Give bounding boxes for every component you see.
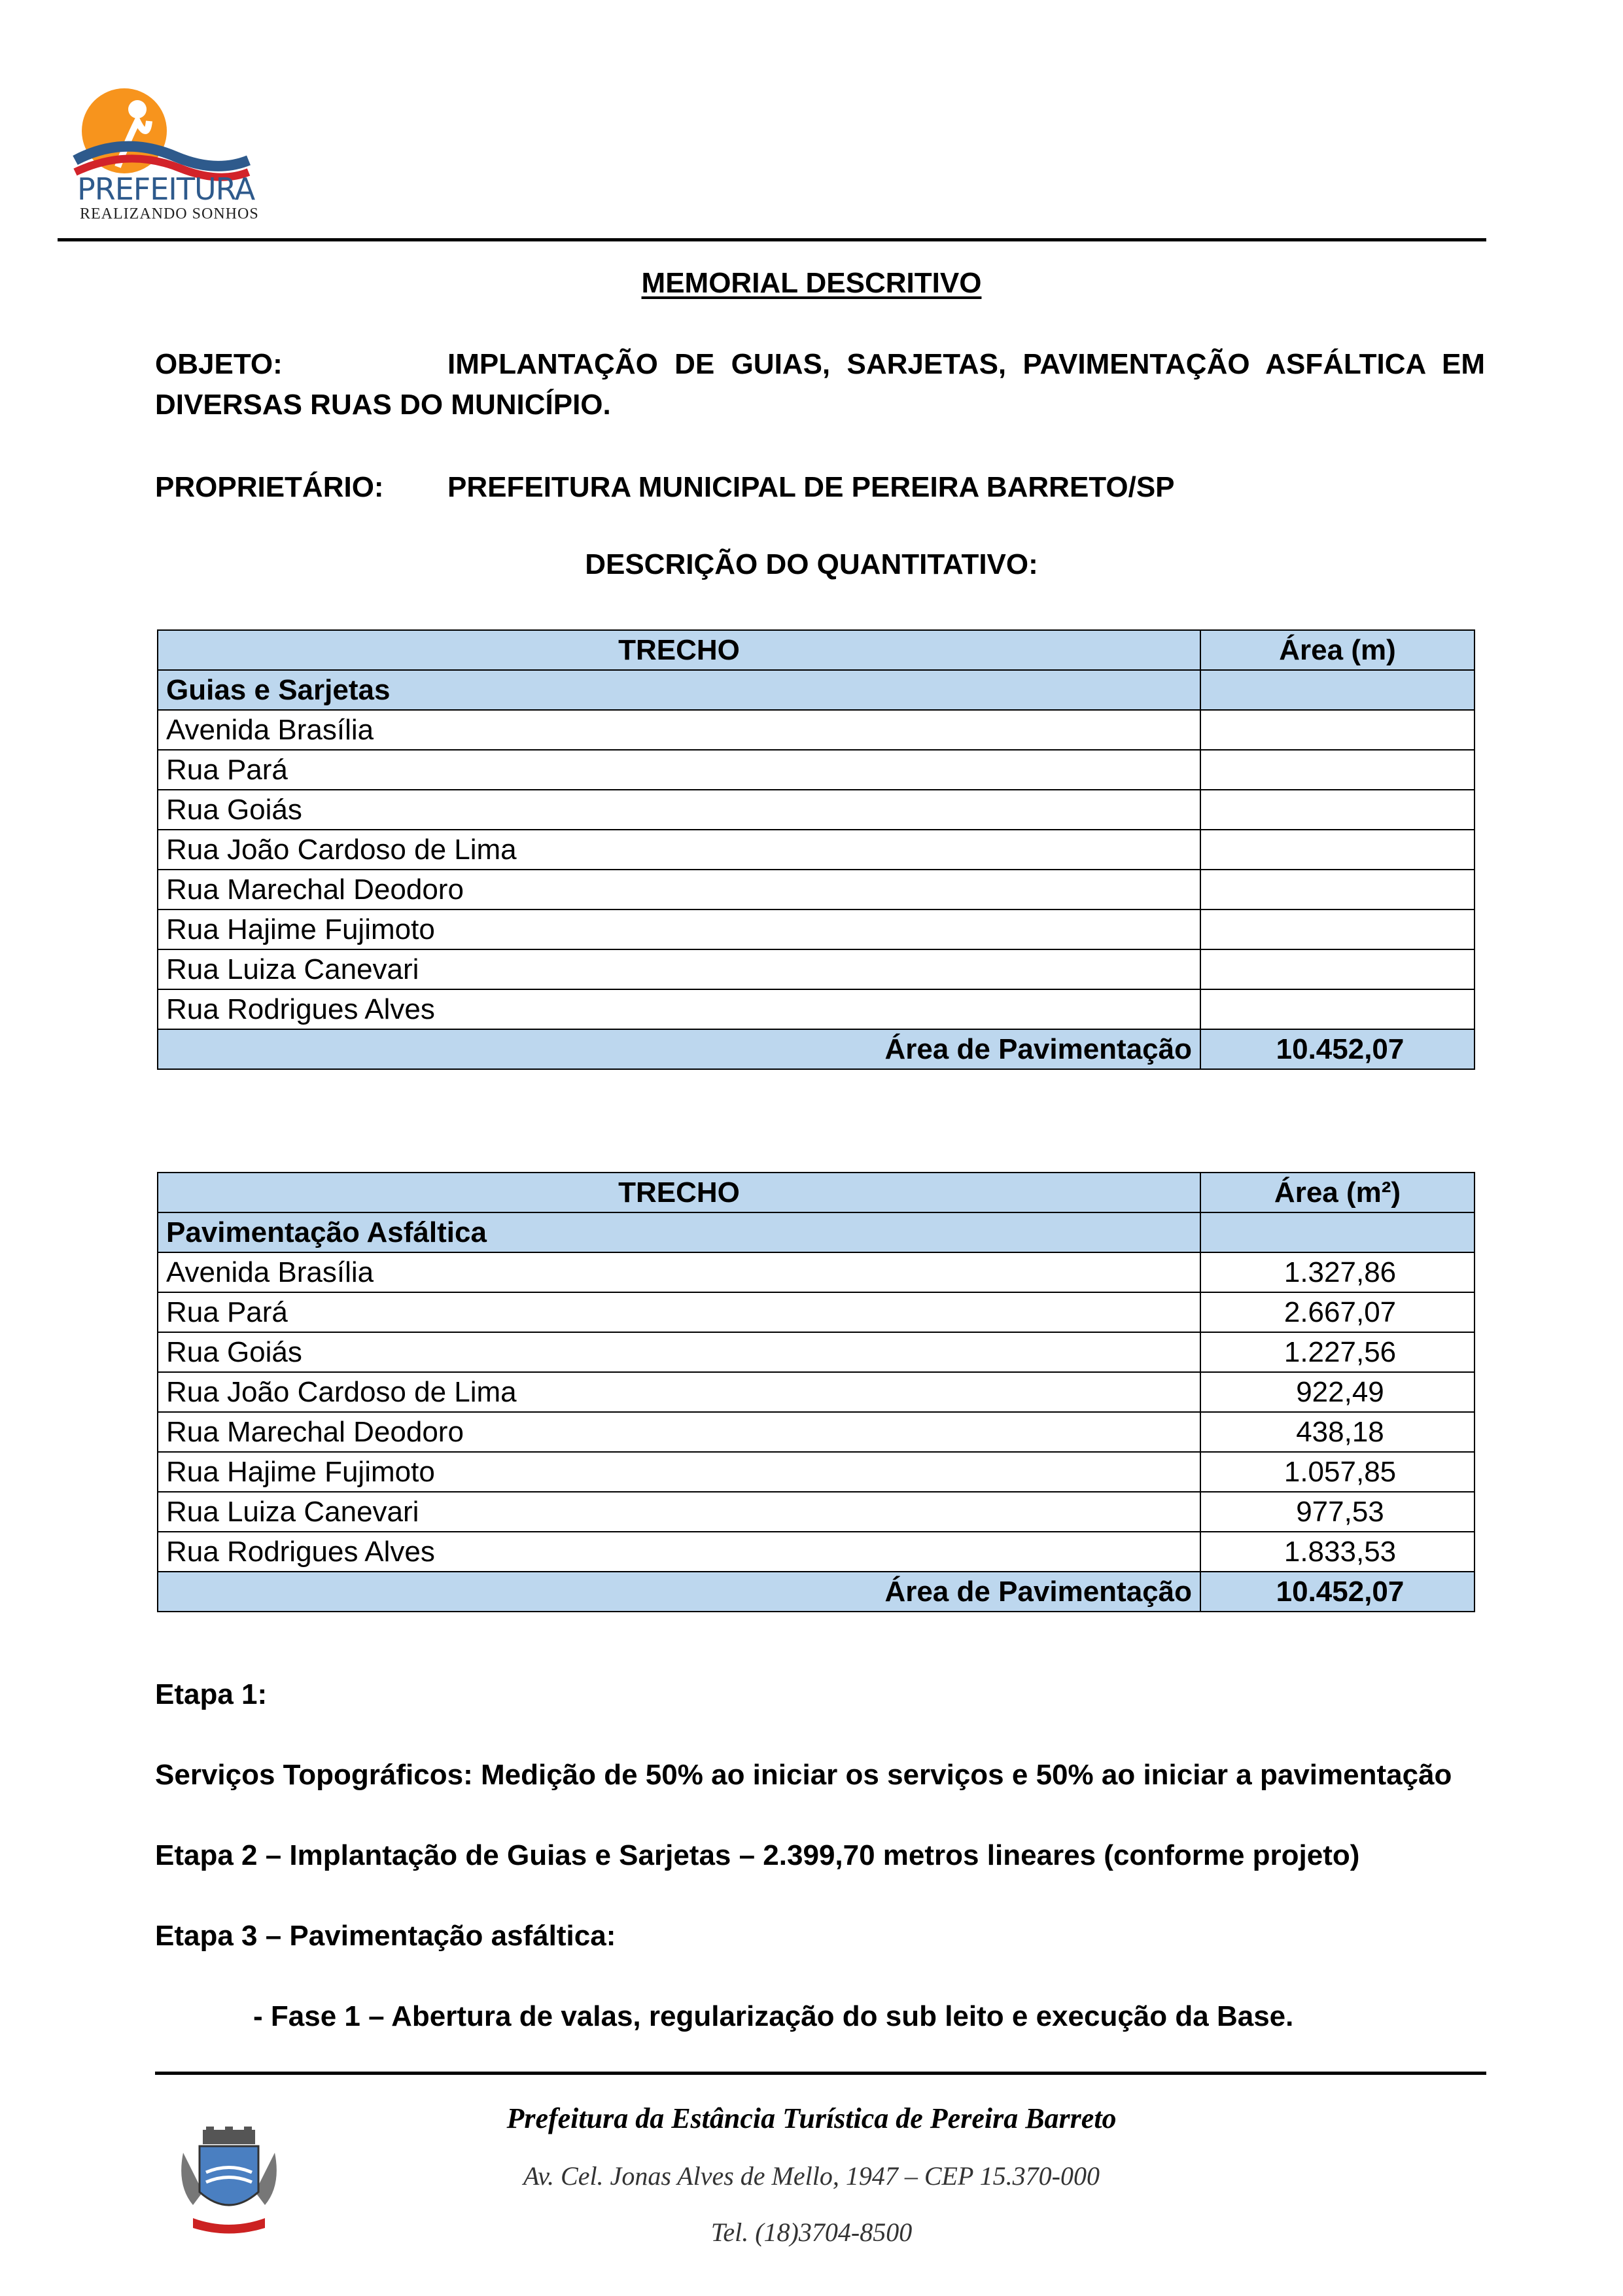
guias-sarjetas-table xyxy=(157,629,1475,1070)
total-value: 10.452,07 xyxy=(1200,1572,1475,1612)
table-row: Rua Pará 2.667,07 xyxy=(158,1292,1475,1332)
logo-subtext: REALIZANDO SONHOS xyxy=(80,205,259,222)
proprietario-value: PREFEITURA MUNICIPAL DE PEREIRA BARRETO/SP xyxy=(447,471,1175,503)
table-row: Rua Goiás 1.227,56 xyxy=(158,1332,1475,1372)
objeto-label: OBJETO: xyxy=(155,348,283,380)
proprietario-paragraph xyxy=(155,467,1485,508)
table-row: Rua Marechal Deodoro xyxy=(158,870,1475,910)
table-row: Rua Luiza Canevari 977,53 xyxy=(158,1492,1475,1532)
section-label: Pavimentação Asfáltica xyxy=(158,1212,1200,1252)
section-row xyxy=(158,1212,1475,1252)
table-row: Rua Rodrigues Alves xyxy=(158,989,1475,1029)
table-row: Rua Pará xyxy=(158,750,1475,790)
table-row: Rua João Cardoso de Lima xyxy=(158,830,1475,870)
total-row xyxy=(158,1029,1475,1069)
col-trecho: TRECHO xyxy=(158,1173,1200,1212)
proprietario-label: PROPRIETÁRIO: xyxy=(155,471,384,503)
table-row: Rua Luiza Canevari xyxy=(158,949,1475,989)
col-trecho: TRECHO xyxy=(158,630,1200,670)
objeto-value-line1: IMPLANTAÇÃO DE GUIAS, SARJETAS, PAVIMENTAÇÃO ASFÁLTICA EM xyxy=(447,348,1485,380)
section-row xyxy=(158,670,1475,710)
table-row: Rua Goiás xyxy=(158,790,1475,830)
col-area: Área (m) xyxy=(1200,630,1475,670)
etapa3-heading: Etapa 3 – Pavimentação asfáltica: xyxy=(155,1920,616,1952)
pavimentacao-table xyxy=(157,1172,1475,1612)
servicos-topograficos: Serviços Topográficos: Medição de 50% ao iniciar os serviços e 50% ao iniciar a pavimentação xyxy=(155,1759,1452,1791)
section-label: Guias e Sarjetas xyxy=(158,670,1200,710)
etapa2-text: Etapa 2 – Implantação de Guias e Sarjetas – 2.399,70 metros lineares (conforme projeto) xyxy=(155,1839,1360,1871)
document-title: MEMORIAL DESCRITIVO xyxy=(641,267,982,299)
table-row: Rua Hajime Fujimoto 1.057,85 xyxy=(158,1452,1475,1492)
total-label: Área de Pavimentação xyxy=(158,1029,1200,1069)
table-row: Rua Hajime Fujimoto xyxy=(158,910,1475,949)
table-row: Rua Rodrigues Alves 1.833,53 xyxy=(158,1532,1475,1572)
total-label: Área de Pavimentação xyxy=(158,1572,1200,1612)
table-row: Avenida Brasília 1.327,86 xyxy=(158,1252,1475,1292)
table-header-row xyxy=(158,630,1475,670)
table-row: Rua João Cardoso de Lima 922,49 xyxy=(158,1372,1475,1412)
table-row: Rua Marechal Deodoro 438,18 xyxy=(158,1412,1475,1452)
col-area: Área (m²) xyxy=(1200,1173,1475,1212)
logo-text: PREFEITURA xyxy=(77,171,255,207)
fase1-text: - Fase 1 – Abertura de valas, regularização do sub leito e execução da Base. xyxy=(253,2000,1294,2032)
table-row: Avenida Brasília xyxy=(158,710,1475,750)
footer-divider xyxy=(155,2072,1486,2075)
objeto-paragraph xyxy=(155,344,1485,425)
total-value: 10.452,07 xyxy=(1200,1029,1475,1069)
footer-phone: Tel. (18)3704-8500 xyxy=(710,2217,913,2247)
descricao-heading: DESCRIÇÃO DO QUANTITATIVO: xyxy=(585,548,1038,580)
table-header-row xyxy=(158,1173,1475,1212)
total-row xyxy=(158,1572,1475,1612)
objeto-value-line2: DIVERSAS RUAS DO MUNICÍPIO. xyxy=(155,389,611,421)
footer-address: Av. Cel. Jonas Alves de Mello, 1947 – CEP 15.370-000 xyxy=(523,2161,1100,2191)
etapa1-heading: Etapa 1: xyxy=(155,1678,268,1710)
header-divider xyxy=(58,238,1486,241)
footer-institution: Prefeitura da Estância Turística de Pereira Barreto xyxy=(506,2102,1117,2134)
